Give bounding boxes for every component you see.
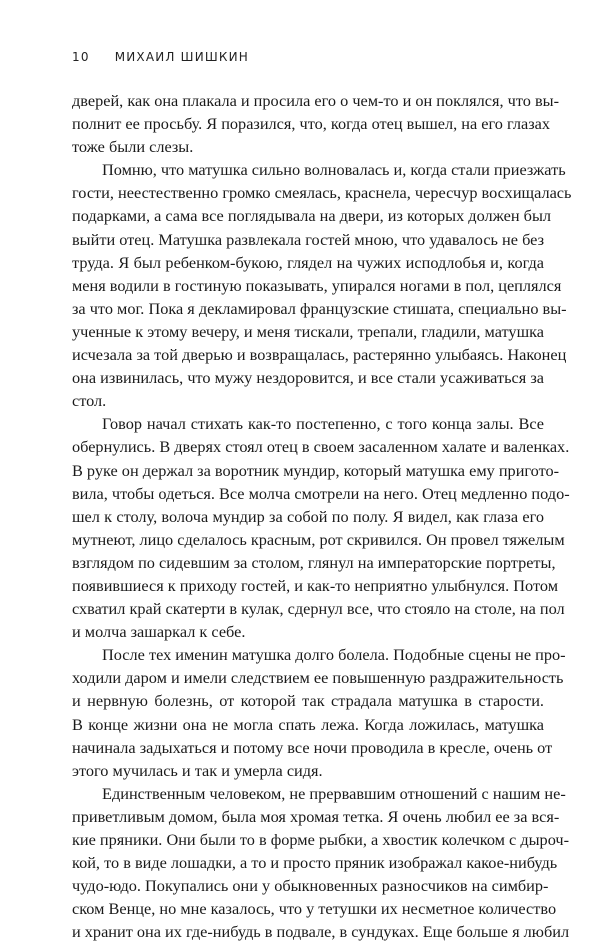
text-line: приветливым домом, была моя хромая тетка. Я очень любил ее за вся- bbox=[72, 806, 560, 826]
text-line: начинала задыхаться и потому все ночи проводила в кресле, очень от bbox=[72, 737, 553, 757]
text-line: она извинилась, что мужу нездоровится, и все стали усаживаться за bbox=[72, 368, 544, 388]
text-line: схватил край скатерти в кулак, сдернул все, что стояло на столе, на пол bbox=[72, 599, 565, 619]
text-line: обернулись. В дверях стоял отец в своем засаленном халате и валенках. bbox=[72, 437, 570, 457]
text-line: и нервную болезнь, от которой так страдала матушка в старости. bbox=[72, 691, 544, 711]
page-number: 10 bbox=[72, 50, 90, 64]
text-line: После тех именин матушка долго болела. Подобные сцены не про- bbox=[102, 645, 566, 665]
text-line: ученные к этому вечеру, и меня тискали, трепали, гладили, матушка bbox=[72, 321, 544, 341]
paragraph bbox=[72, 643, 566, 782]
text-line: и хранит она их где-нибудь в подвале, в сундуках. Еще больше я любил bbox=[72, 922, 570, 942]
text-line: В руке он держал за воротник мундир, который матушка ему пригото- bbox=[72, 460, 560, 480]
paragraph bbox=[72, 89, 559, 158]
text-line: вила, чтобы одеться. Все молча смотрели на него. Отец медленно подо- bbox=[72, 483, 570, 503]
text-line: дверей, как она плакала и просила его о чем-то и он поклялся, что вы- bbox=[72, 91, 559, 110]
text-line: меня водили в гостиную показывать, упирался ногами в пол, цеплялся bbox=[72, 275, 562, 295]
text-line: стол. bbox=[72, 391, 107, 411]
paragraph bbox=[72, 782, 570, 943]
paragraph bbox=[72, 412, 570, 643]
text-line: чудо-юдо. Покупались они у обыкновенных разносчиков на симбир- bbox=[72, 876, 549, 896]
text-line: ском Венце, но мне казалось, что у тетушки их несметное количество bbox=[72, 899, 557, 919]
paragraph bbox=[72, 158, 572, 412]
text-line: появившиеся к приходу гостей, и как-то неприятно улыбнулся. Потом bbox=[72, 575, 559, 595]
text-line: кие пряники. Они были то в форме рыбки, а хвостик колечком с дыроч- bbox=[72, 830, 570, 849]
text-line: тоже были слезы. bbox=[72, 137, 194, 157]
text-line: шел к столу, волоча мундир за собой по полу. Я видел, как глаза его bbox=[72, 506, 544, 526]
text-line: мутнеют, лицо сделалось красным, рот скривился. Он провел тяжелым bbox=[72, 529, 565, 549]
text-line: ходили даром и имели следствием ее повышенную раздражительность bbox=[72, 668, 564, 688]
running-head-author: МИХАИЛ ШИШКИН bbox=[114, 50, 250, 64]
text-line: исчезала за той дверью и возвращалась, растерянно улыбаясь. Наконец bbox=[72, 345, 567, 365]
text-line: выйти отец. Матушка развлекала гостей мною, что удавалось не без bbox=[72, 229, 544, 249]
text-line: гости, неестественно громко смеялась, краснела, чересчур восхищалась bbox=[72, 183, 572, 203]
text-line: за что мог. Пока я декламировал французские стишата, специально вы- bbox=[72, 298, 567, 318]
text-line: этого мучилась и так и умерла сидя. bbox=[72, 760, 323, 780]
text-line: и молча зашаркал к себе. bbox=[72, 622, 246, 642]
text-line: Помню, что матушка сильно волновалась и, когда стали приезжать bbox=[102, 160, 566, 180]
text-line: взглядом по сидевшим за столом, глянул на императорские портреты, bbox=[72, 552, 556, 572]
text-line: полнит ее просьбу. Я поразился, что, когда отец вышел, на его глазах bbox=[72, 114, 551, 134]
text-line: подарками, а сама все поглядывала на двери, из которых должен был bbox=[72, 206, 552, 226]
text-line: В конце жизни она не могла спать лежа. Когда ложилась, матушка bbox=[72, 714, 544, 734]
text-line: труда. Я был ребенком-букою, глядел на чужих исподлобья и, когда bbox=[72, 252, 544, 272]
body-text bbox=[72, 89, 572, 943]
text-line: Говор начал стихать как-то постепенно, с того конца залы. Все bbox=[102, 414, 544, 434]
text-line: Единственным человеком, не прервавшим отношений с нашим не- bbox=[102, 783, 566, 803]
running-head bbox=[72, 50, 249, 64]
text-line: кой, то в виде лошадки, а то и просто пряник изображал какое-нибудь bbox=[72, 853, 558, 873]
